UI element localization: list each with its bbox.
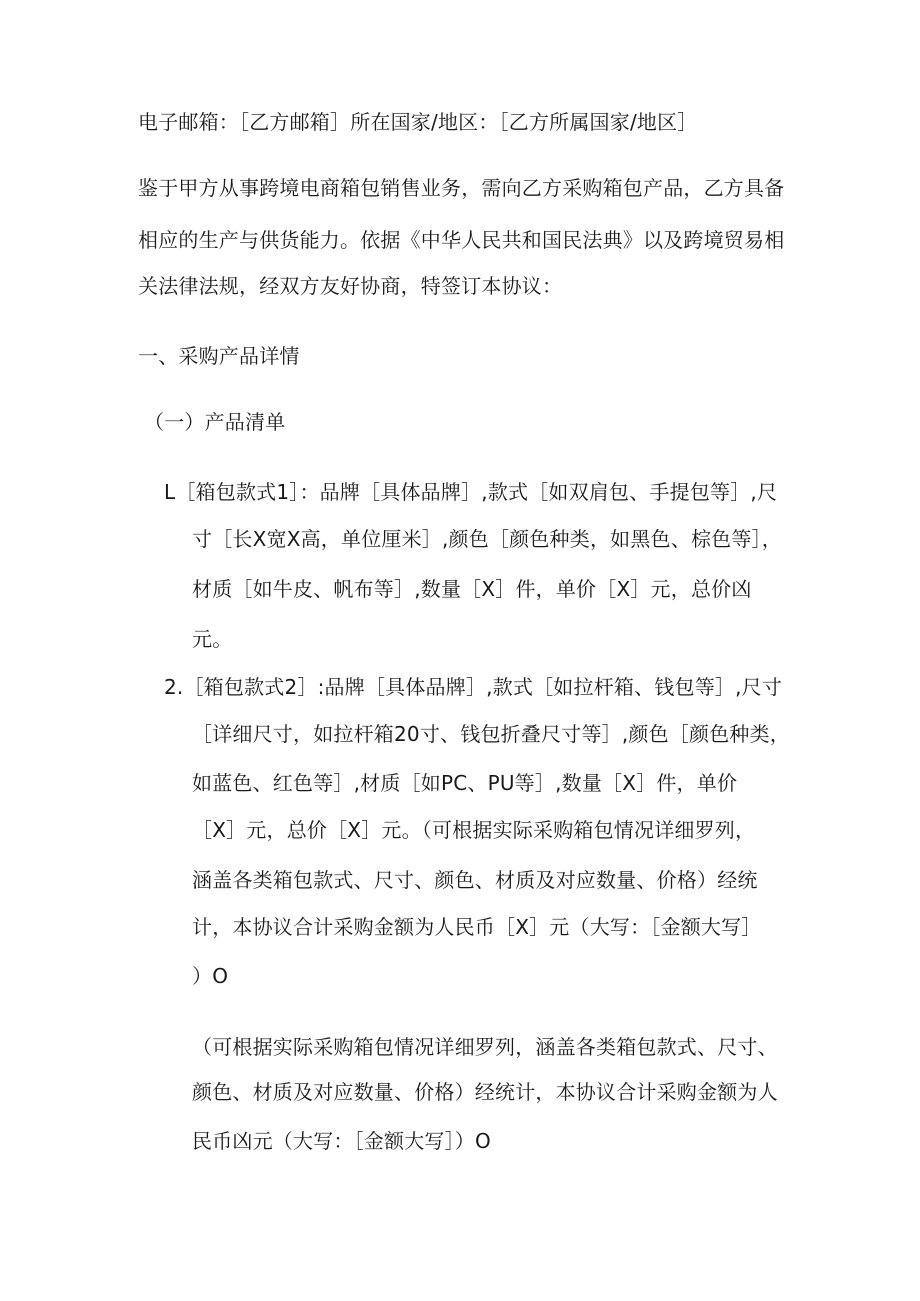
intro-line-2: 相应的生产与供货能力。依据《中华人民共和国民法典》以及跨境贸易相 [138, 228, 785, 252]
item-2-line-6: 计，本协议合计采购金额为人民币［X］元（大写：［金额大写］ [192, 915, 762, 939]
item-1-line-1: L［箱包款式1］：品牌［具体品牌］,款式［如双肩包、手提包等］,尺 [164, 480, 778, 504]
item-2-line-1: 2.［箱包款式2］:品牌［具体品牌］,款式［如拉杆箱、钱包等］,尺寸 [164, 675, 783, 699]
note-line-3: 民币凶元（大写：［金额大写］）O [192, 1129, 491, 1153]
item-1-line-2: 寸［长X宽X高，单位厘米］,颜色［颜色种类，如黑色、棕色等］， [192, 527, 782, 551]
item-2-line-7: ）O [192, 964, 229, 988]
note-line-2: 颜色、材质及对应数量、价格）经统计，本协议合计采购金额为人 [192, 1080, 778, 1104]
item-2-line-3: 如蓝色、红色等］,材质［如PC、PU等］,数量［X］件，单价 [192, 771, 738, 795]
intro-line-3: 关法律法规，经双方友好协商，特签订本协议： [138, 274, 563, 298]
item-1-line-3: 材质［如牛皮、帆布等］,数量［X］件，单价［X］元，总价凶 [192, 577, 752, 601]
intro-line-1: 鉴于甲方从事跨境电商箱包销售业务，需向乙方采购箱包产品，乙方具备 [138, 176, 785, 200]
subsection-heading: （一）产品清单 [144, 410, 286, 434]
note-line-1: （可根据实际采购箱包情况详细罗列，涵盖各类箱包款式、尺寸、 [192, 1035, 778, 1059]
item-1-line-4: 元。 [192, 627, 233, 651]
item-2-line-4: ［X］元，总价［X］元。（可根据实际采购箱包情况详细罗列， [192, 818, 756, 842]
item-2-line-5: 涵盖各类箱包款式、尺寸、颜色、材质及对应数量、价格）经统 [192, 868, 758, 892]
item-2-line-2: ［详细尺寸，如拉杆箱20寸、钱包折叠尺寸等］,颜色［颜色种类， [192, 722, 791, 746]
contact-line: 电子邮箱：［乙方邮箱］所在国家/地区：［乙方所属国家/地区］ [138, 110, 698, 134]
section-heading: 一、采购产品详情 [138, 344, 300, 368]
